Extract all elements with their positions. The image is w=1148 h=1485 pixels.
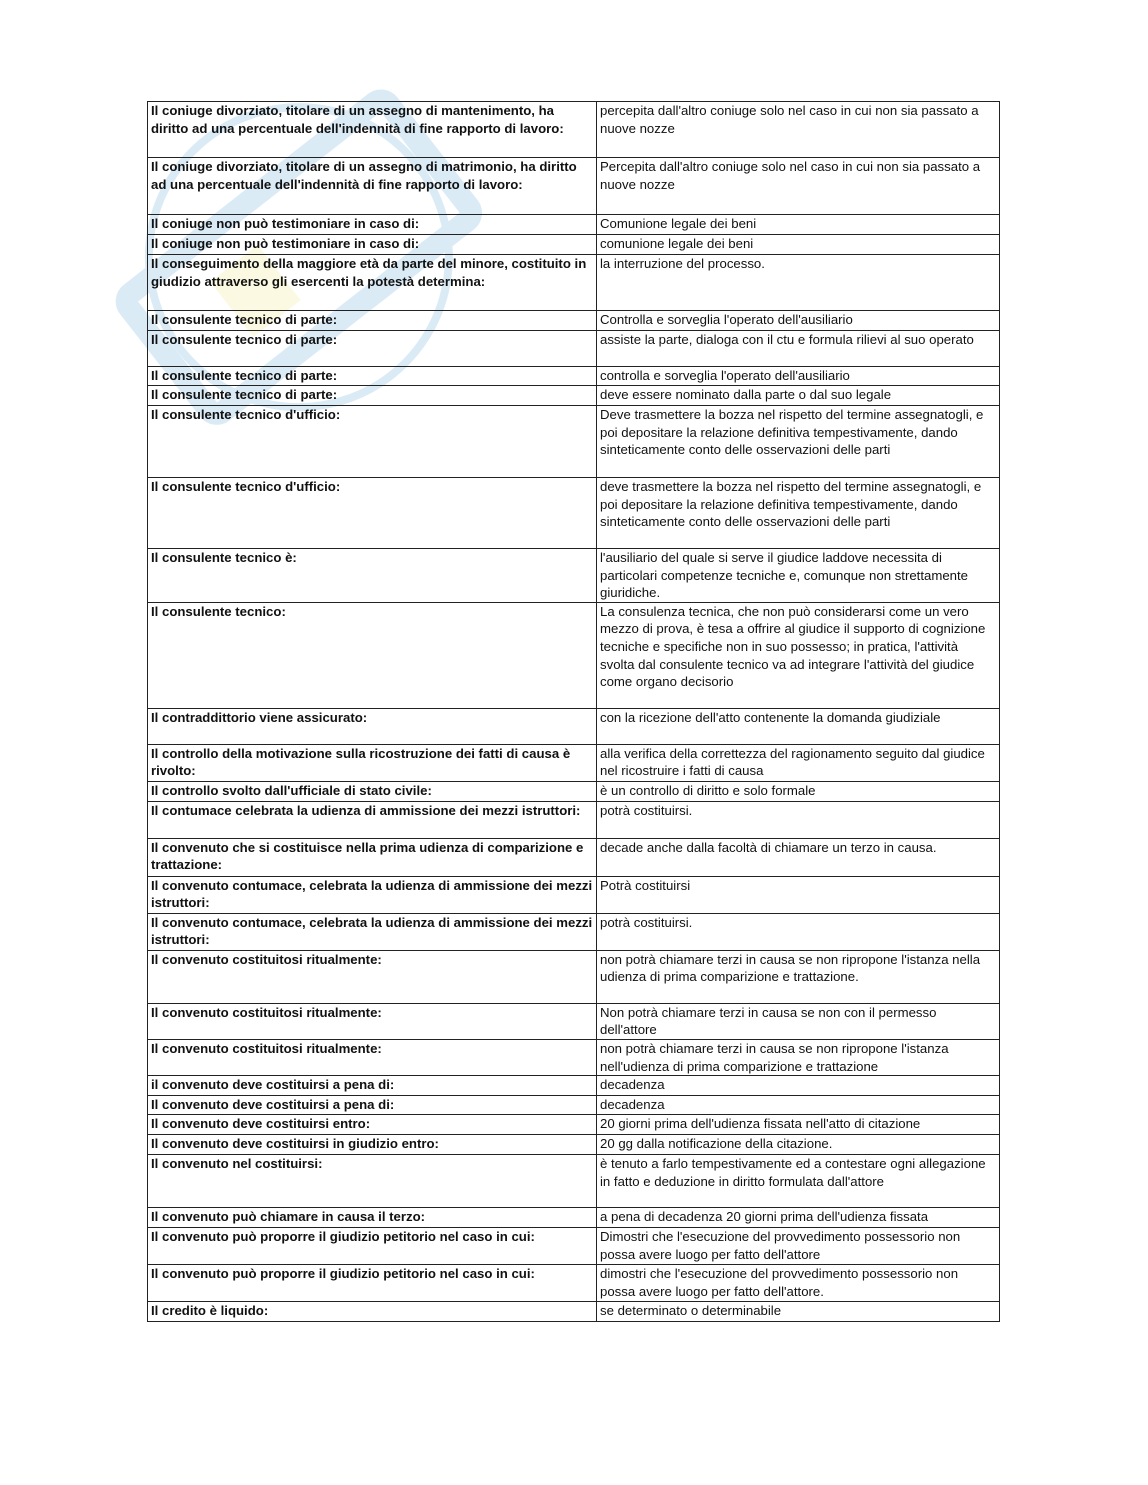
answer-cell: decade anche dalla facoltà di chiamare un terzo in causa. (597, 838, 1000, 876)
table-row (148, 1302, 1000, 1322)
answer-cell: potrà costituirsi. (597, 913, 1000, 950)
answer-cell: 20 giorni prima dell'udienza fissata nell'atto di citazione (597, 1115, 1000, 1135)
table-row (148, 1115, 1000, 1135)
answer-cell: Percepita dall'altro coniuge solo nel caso in cui non sia passato a nuove nozze (597, 158, 1000, 215)
table-row (148, 801, 1000, 838)
answer-cell: controlla e sorveglia l'operato dell'ausiliario (597, 367, 1000, 386)
answer-cell: se determinato o determinabile (597, 1302, 1000, 1322)
answer-cell: alla verifica della correttezza del ragionamento seguito dal giudice nel ricostruire i fatti di causa (597, 744, 1000, 781)
question-cell: Il convenuto può proporre il giudizio petitorio nel caso in cui: (148, 1228, 597, 1265)
question-cell: Il consulente tecnico d'ufficio: (148, 406, 597, 478)
question-cell: Il convenuto costituitosi ritualmente: (148, 1039, 597, 1075)
table-row (148, 838, 1000, 876)
table-row (148, 1135, 1000, 1155)
answer-cell: Non potrà chiamare terzi in causa se non con il permesso dell'attore (597, 1003, 1000, 1039)
question-cell: Il consulente tecnico di parte: (148, 367, 597, 386)
question-cell: Il convenuto contumace, celebrata la udienza di ammissione dei mezzi istruttori: (148, 913, 597, 950)
question-cell: Il convenuto può chiamare in causa il terzo: (148, 1208, 597, 1228)
answer-cell: a pena di decadenza 20 giorni prima dell'udienza fissata (597, 1208, 1000, 1228)
answer-cell: l'ausiliario del quale si serve il giudice laddove necessita di particolari competenze tecniche e, comunque non strettamente giuridiche. (597, 549, 1000, 603)
answer-cell: Comunione legale dei beni (597, 215, 1000, 235)
question-cell: Il coniuge non può testimoniare in caso di: (148, 235, 597, 255)
answer-cell: la interruzione del processo. (597, 255, 1000, 311)
question-cell: Il convenuto deve costituirsi a pena di: (148, 1096, 597, 1115)
table-row (148, 102, 1000, 158)
question-cell: Il consulente tecnico è: (148, 549, 597, 603)
question-cell: Il contumace celebrata la udienza di ammissione dei mezzi istruttori: (148, 801, 597, 838)
question-cell: Il convenuto deve costituirsi entro: (148, 1115, 597, 1135)
table-row (148, 876, 1000, 913)
answer-cell: percepita dall'altro coniuge solo nel caso in cui non sia passato a nuove nozze (597, 102, 1000, 158)
question-cell: Il coniuge divorziato, titolare di un assegno di mantenimento, ha diritto ad una percentuale dell'indennità di fine rapporto di lavoro: (148, 102, 597, 158)
table-row (148, 478, 1000, 549)
question-cell: Il consulente tecnico di parte: (148, 311, 597, 331)
answer-cell: potrà costituirsi. (597, 801, 1000, 838)
question-cell: Il convenuto nel costituirsi: (148, 1155, 597, 1208)
answer-cell: non potrà chiamare terzi in causa se non ripropone l'istanza nella udienza di prima comparizione e trattazione. (597, 950, 1000, 1003)
answer-cell: decadenza (597, 1096, 1000, 1115)
table-row (148, 549, 1000, 603)
table-row (148, 1076, 1000, 1096)
table-row (148, 255, 1000, 311)
answer-cell: comunione legale dei beni (597, 235, 1000, 255)
table-row (148, 1208, 1000, 1228)
question-cell: Il contraddittorio viene assicurato: (148, 708, 597, 744)
answer-cell: è un controllo di diritto e solo formale (597, 781, 1000, 801)
answer-cell: dimostri che l'esecuzione del provvedimento possessorio non possa avere luogo per fatto dell'attore. (597, 1265, 1000, 1302)
table-row (148, 311, 1000, 331)
qa-table-body (148, 102, 1000, 1322)
answer-cell: con la ricezione dell'atto contenente la domanda giudiziale (597, 708, 1000, 744)
answer-cell: assiste la parte, dialoga con il ctu e formula rilievi al suo operato (597, 331, 1000, 367)
answer-cell: La consulenza tecnica, che non può considerarsi come un vero mezzo di prova, è tesa a offrire al giudice il supporto di cognizione tecniche e specifiche non in suo possesso; in pratica, l'attività svolta dal consulente tecnico va ad integrare l'attività del giudice come organo decisorio (597, 602, 1000, 708)
table-row (148, 1265, 1000, 1302)
question-cell: Il convenuto costituitosi ritualmente: (148, 950, 597, 1003)
question-cell: Il coniuge non può testimoniare in caso di: (148, 215, 597, 235)
answer-cell: deve essere nominato dalla parte o dal suo legale (597, 386, 1000, 406)
question-cell: Il controllo svolto dall'ufficiale di stato civile: (148, 781, 597, 801)
table-row (148, 1155, 1000, 1208)
question-cell: Il consulente tecnico d'ufficio: (148, 478, 597, 549)
question-cell: Il credito è liquido: (148, 1302, 597, 1322)
table-row (148, 1096, 1000, 1115)
question-cell: Il consulente tecnico di parte: (148, 386, 597, 406)
question-cell: Il convenuto che si costituisce nella prima udienza di comparizione e trattazione: (148, 838, 597, 876)
question-cell: Il conseguimento della maggiore età da parte del minore, costituito in giudizio attraverso gli esercenti la potestà determina: (148, 255, 597, 311)
question-cell: Il consulente tecnico di parte: (148, 331, 597, 367)
answer-cell: è tenuto a farlo tempestivamente ed a contestare ogni allegazione in fatto e deduzione in diritto formulata dall'attore (597, 1155, 1000, 1208)
question-cell: Il convenuto costituitosi ritualmente: (148, 1003, 597, 1039)
answer-cell: Deve trasmettere la bozza nel rispetto del termine assegnatogli, e poi depositare la relazione definitiva tempestivamente, dando sinteticamente conto delle osservazioni delle parti (597, 406, 1000, 478)
table-row (148, 708, 1000, 744)
answer-cell: non potrà chiamare terzi in causa se non ripropone l'istanza nell'udienza di prima comparizione e trattazione (597, 1039, 1000, 1075)
table-row (148, 913, 1000, 950)
qa-table (147, 101, 1000, 1322)
answer-cell: Dimostri che l'esecuzione del provvedimento possessorio non possa avere luogo per fatto dell'attore (597, 1228, 1000, 1265)
table-row (148, 386, 1000, 406)
table-row (148, 781, 1000, 801)
answer-cell: 20 gg dalla notificazione della citazione. (597, 1135, 1000, 1155)
table-row (148, 331, 1000, 367)
table-row (148, 950, 1000, 1003)
question-cell: Il coniuge divorziato, titolare di un assegno di matrimonio, ha diritto ad una percentuale dell'indennità di fine rapporto di lavoro: (148, 158, 597, 215)
table-row (148, 235, 1000, 255)
table-row (148, 406, 1000, 478)
question-cell: Il consulente tecnico: (148, 602, 597, 708)
table-row (148, 367, 1000, 386)
table-row (148, 158, 1000, 215)
table-row (148, 602, 1000, 708)
question-cell: il convenuto deve costituirsi a pena di: (148, 1076, 597, 1096)
table-row (148, 744, 1000, 781)
answer-cell: Potrà costituirsi (597, 876, 1000, 913)
answer-cell: deve trasmettere la bozza nel rispetto del termine assegnatogli, e poi depositare la relazione definitiva tempestivamente, dando sinteticamente conto delle osservazioni delle parti (597, 478, 1000, 549)
question-cell: Il controllo della motivazione sulla ricostruzione dei fatti di causa è rivolto: (148, 744, 597, 781)
table-row (148, 1039, 1000, 1075)
question-cell: Il convenuto può proporre il giudizio petitorio nel caso in cui: (148, 1265, 597, 1302)
table-row (148, 1003, 1000, 1039)
answer-cell: decadenza (597, 1076, 1000, 1096)
question-cell: Il convenuto contumace, celebrata la udienza di ammissione dei mezzi istruttori: (148, 876, 597, 913)
table-row (148, 1228, 1000, 1265)
question-cell: Il convenuto deve costituirsi in giudizio entro: (148, 1135, 597, 1155)
answer-cell: Controlla e sorveglia l'operato dell'ausiliario (597, 311, 1000, 331)
table-row (148, 215, 1000, 235)
